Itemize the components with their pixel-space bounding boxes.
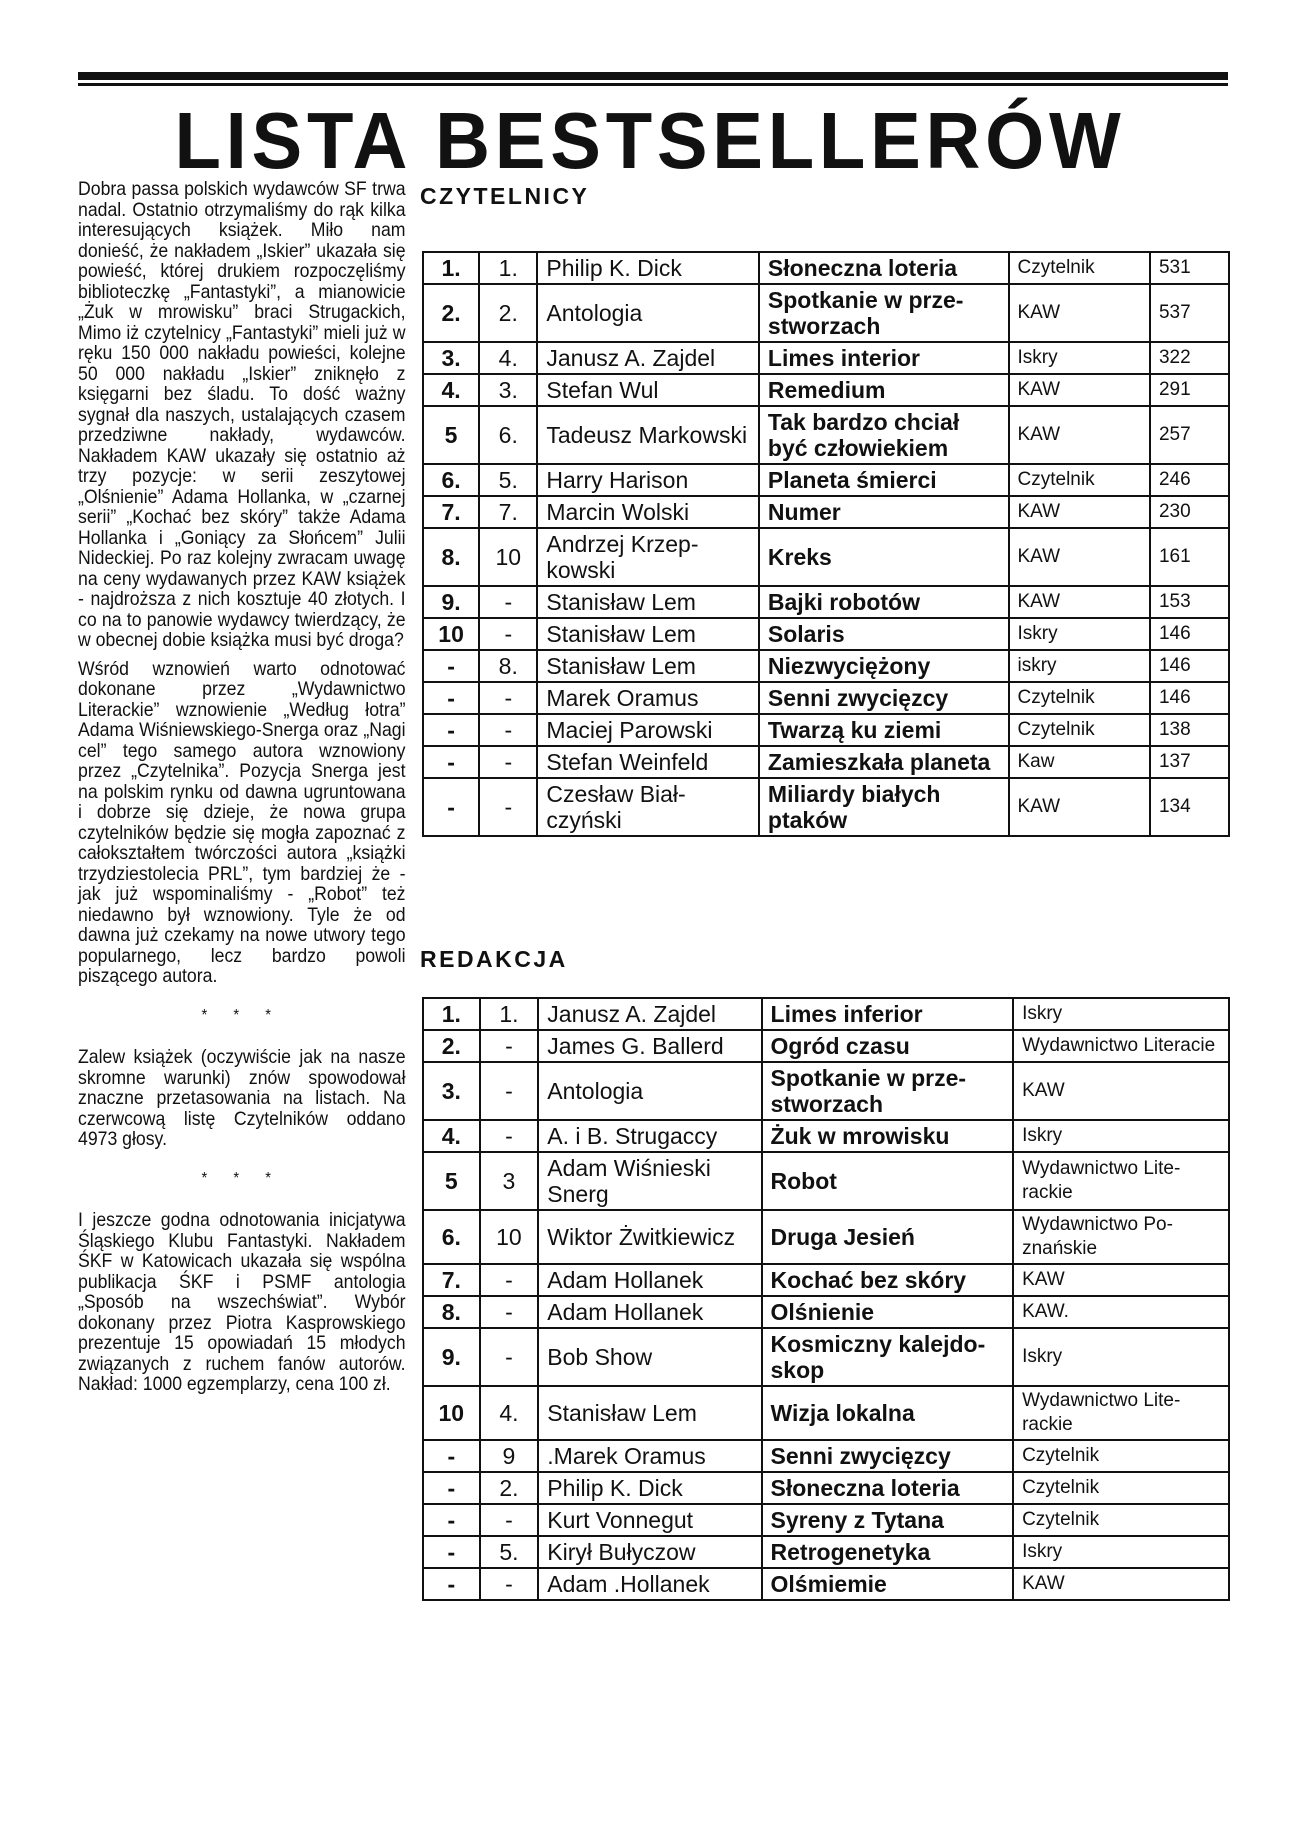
- title-cell: Druga Jesień: [762, 1210, 1014, 1264]
- author-cell: Antologia: [538, 1062, 761, 1120]
- author-cell: Maciej Parowski: [537, 714, 759, 746]
- table-row: [423, 1568, 1229, 1600]
- author-cell: Stanisław Lem: [538, 1386, 761, 1440]
- table-row: [423, 1152, 1229, 1210]
- title-cell: Numer: [759, 496, 1009, 528]
- previous-rank-cell: 10: [480, 1210, 539, 1264]
- votes-cell: 146: [1150, 618, 1229, 650]
- author-cell: Adam .Hollanek: [538, 1568, 761, 1600]
- table-row: [423, 342, 1229, 374]
- previous-rank-cell: -: [480, 1568, 539, 1600]
- rank-cell: 2.: [423, 284, 479, 342]
- rank-cell: -: [423, 714, 479, 746]
- rank-cell: -: [423, 1440, 480, 1472]
- votes-cell: 161: [1150, 528, 1229, 586]
- votes-cell: 138: [1150, 714, 1229, 746]
- table-row: [423, 252, 1229, 284]
- rank-cell: 9.: [423, 1328, 480, 1386]
- title-cell: Niezwyciężony: [759, 650, 1009, 682]
- table-row: [423, 1386, 1229, 1440]
- previous-rank-cell: -: [480, 1296, 539, 1328]
- votes-cell: 134: [1150, 778, 1229, 836]
- table-row: [423, 1504, 1229, 1536]
- author-cell: Adam Hollanek: [538, 1264, 761, 1296]
- author-cell: Stanisław Lem: [537, 618, 759, 650]
- author-cell: Harry Harison: [537, 464, 759, 496]
- table-row: [423, 374, 1229, 406]
- rank-cell: 2.: [423, 1030, 480, 1062]
- article-paragraph: Wśród wznowień warto odnotować dokonane przez „Wydawnictwo Literackie” wznowienie „Według łotra” Adama Wiśniewskiego-Snerga oraz „Nagi cel” tego samego autora wznowiony przez „Czytelnika”. Pozycja Snerga jest na polskim rynku od dawna ugruntowana i dobrze się dzieje, że nowa grupa czytelników będzie się mogła zapoznać z całokształtem twórczości autora „książki trzydziestolecia PRL”, tym bardziej że - jak już wspominaliśmy - „Robot” też niedawno był wznowiony. Tyle że od dawna już czekamy na nowe utwory tego popularnego, lecz bardzo powoli piszącego autora.: [78, 658, 406, 987]
- redakcja-heading: REDAKCJA: [420, 946, 568, 972]
- rank-cell: 4.: [423, 374, 479, 406]
- title-cell: Ogród czasu: [762, 1030, 1014, 1062]
- previous-rank-cell: 10: [479, 528, 537, 586]
- publisher-cell: Czytelnik: [1013, 1440, 1229, 1472]
- author-cell: Stanisław Lem: [537, 586, 759, 618]
- table-row: [423, 1296, 1229, 1328]
- publisher-cell: Wydawnictwo Literackie: [1013, 1386, 1229, 1440]
- votes-cell: 257: [1150, 406, 1229, 464]
- title-cell: Bajki robotów: [759, 586, 1009, 618]
- title-cell: Kochać bez skóry: [762, 1264, 1014, 1296]
- previous-rank-cell: 1.: [479, 252, 537, 284]
- title-cell: Limes inferior: [762, 998, 1014, 1030]
- table-row: [423, 1120, 1229, 1152]
- rank-cell: 3.: [423, 1062, 480, 1120]
- previous-rank-cell: 2.: [480, 1472, 539, 1504]
- author-cell: Adam Wiśnieski Snerg: [538, 1152, 761, 1210]
- publisher-cell: Iskry: [1013, 1120, 1229, 1152]
- article-column: [78, 180, 406, 1404]
- czytelnicy-heading: CZYTELNICY: [420, 183, 590, 209]
- rank-cell: -: [423, 1472, 480, 1504]
- section-separator: * * *: [201, 1169, 283, 1187]
- rank-cell: 5: [423, 406, 479, 464]
- previous-rank-cell: 9: [480, 1440, 539, 1472]
- publisher-cell: KAW: [1009, 586, 1150, 618]
- author-cell: Stanisław Lem: [537, 650, 759, 682]
- previous-rank-cell: 1.: [480, 998, 539, 1030]
- table-row: [423, 778, 1229, 836]
- author-cell: Czesław Białczyński: [537, 778, 759, 836]
- title-cell: Tak bardzo chciał być człowiekiem: [759, 406, 1009, 464]
- previous-rank-cell: 7.: [479, 496, 537, 528]
- rank-cell: -: [423, 746, 479, 778]
- previous-rank-cell: -: [479, 714, 537, 746]
- previous-rank-cell: 3.: [479, 374, 537, 406]
- previous-rank-cell: -: [479, 778, 537, 836]
- header-rule-thin: [78, 83, 1228, 86]
- title-cell: Zamieszkała planeta: [759, 746, 1009, 778]
- votes-cell: 137: [1150, 746, 1229, 778]
- author-cell: Stefan Wul: [537, 374, 759, 406]
- title-cell: Kosmiczny kalejdoskop: [762, 1328, 1014, 1386]
- table-row: [423, 1472, 1229, 1504]
- author-cell: A. i B. Strugaccy: [538, 1120, 761, 1152]
- table-row: [423, 1062, 1229, 1120]
- table-row: [423, 284, 1229, 342]
- table-row: [423, 714, 1229, 746]
- author-cell: Philip K. Dick: [538, 1472, 761, 1504]
- table-row: [423, 1440, 1229, 1472]
- title-cell: Kreks: [759, 528, 1009, 586]
- article-paragraph: Dobra passa polskich wydawców SF trwa nadal. Ostatnio otrzymaliśmy do rąk kilka interesujących książek. Miło nam donieść, że nakładem „Iskier” ukazała się powieść, której drukiem rozpoczęliśmy biblioteczkę „Fantastyki”, a mianowicie „Żuk w mrowisku” braci Strugackich, Mimo iż czytelnicy „Fantastyki” mieli już w ręku 150 000 nakładu powieści, kolejne 50 000 nakładu „Iskier” zniknęło z księgarni bez śladu. To dość ważny sygnał dla naszych, ustalających czasem przedziwne nakłady, wydawców. Nakładem KAW ukazały się ostatnio aż trzy pozycje: w serii zeszytowej „Olśnienie” Adama Hollanka, w „czarnej serii” „Kochać bez skóry” także Adama Hollanka i „Goniący za Słońcem” Julii Nideckiej. Po raz kolejny zwracam uwagę na ceny wydawanych przez KAW książek - najdroższa z nich kosztuje 40 złotych. I co na to panowie wydawcy twierdzący, że w obecnej dobie książka musi być droga?: [78, 179, 406, 651]
- title-cell: Miliardy białych ptaków: [759, 778, 1009, 836]
- rank-cell: 7.: [423, 1264, 480, 1296]
- author-cell: Wiktor Żwitkiewicz: [538, 1210, 761, 1264]
- previous-rank-cell: -: [479, 586, 537, 618]
- previous-rank-cell: -: [480, 1264, 539, 1296]
- author-cell: Bob Show: [538, 1328, 761, 1386]
- article-paragraph: Zalew książek (oczywiście jak na nasze skromne warunki) znów spowodował znaczne przetasowania na listach. Na czerwcową listę Czytelników oddano 4973 głosy.: [78, 1047, 406, 1150]
- votes-cell: 537: [1150, 284, 1229, 342]
- title-cell: Retrogenetyka: [762, 1536, 1014, 1568]
- table-row: [423, 746, 1229, 778]
- table-row: [423, 618, 1229, 650]
- publisher-cell: Czytelnik: [1009, 252, 1150, 284]
- votes-cell: 246: [1150, 464, 1229, 496]
- title-cell: Senni zwycięzcy: [759, 682, 1009, 714]
- votes-cell: 291: [1150, 374, 1229, 406]
- publisher-cell: Kaw: [1009, 746, 1150, 778]
- rank-cell: 1.: [423, 252, 479, 284]
- table-row: [423, 1328, 1229, 1386]
- publisher-cell: Wydawnictwo Poznańskie: [1013, 1210, 1229, 1264]
- author-cell: Philip K. Dick: [537, 252, 759, 284]
- table-row: [423, 406, 1229, 464]
- table-row: [423, 496, 1229, 528]
- title-cell: Solaris: [759, 618, 1009, 650]
- publisher-cell: Iskry: [1013, 1536, 1229, 1568]
- previous-rank-cell: 4.: [479, 342, 537, 374]
- publisher-cell: KAW: [1009, 778, 1150, 836]
- rank-cell: 4.: [423, 1120, 480, 1152]
- publisher-cell: iskry: [1009, 650, 1150, 682]
- previous-rank-cell: 3: [480, 1152, 539, 1210]
- rank-cell: -: [423, 682, 479, 714]
- title-cell: Wizja lokalna: [762, 1386, 1014, 1440]
- previous-rank-cell: -: [480, 1504, 539, 1536]
- rank-cell: 6.: [423, 464, 479, 496]
- table-row: [423, 1030, 1229, 1062]
- page-title: LISTA BESTSELLERÓW: [174, 96, 1126, 185]
- table-row: [423, 1536, 1229, 1568]
- previous-rank-cell: 8.: [479, 650, 537, 682]
- publisher-cell: Czytelnik: [1009, 682, 1150, 714]
- author-cell: Janusz A. Zajdel: [537, 342, 759, 374]
- author-cell: Marek Oramus: [537, 682, 759, 714]
- title-cell: Remedium: [759, 374, 1009, 406]
- rank-cell: 7.: [423, 496, 479, 528]
- publisher-cell: KAW: [1013, 1264, 1229, 1296]
- title-cell: Olśnienie: [762, 1296, 1014, 1328]
- title-cell: Słoneczna loteria: [762, 1472, 1014, 1504]
- previous-rank-cell: 2.: [479, 284, 537, 342]
- rank-cell: 8.: [423, 1296, 480, 1328]
- publisher-cell: KAW: [1009, 406, 1150, 464]
- publisher-cell: KAW: [1009, 496, 1150, 528]
- previous-rank-cell: 4.: [480, 1386, 539, 1440]
- publisher-cell: Czytelnik: [1013, 1472, 1229, 1504]
- publisher-cell: Czytelnik: [1009, 464, 1150, 496]
- publisher-cell: Iskry: [1013, 998, 1229, 1030]
- publisher-cell: KAW.: [1013, 1296, 1229, 1328]
- publisher-cell: Iskry: [1009, 342, 1150, 374]
- author-cell: Tadeusz Markowski: [537, 406, 759, 464]
- rank-cell: -: [423, 1504, 480, 1536]
- votes-cell: 146: [1150, 650, 1229, 682]
- rank-cell: -: [423, 778, 479, 836]
- votes-cell: 531: [1150, 252, 1229, 284]
- previous-rank-cell: -: [480, 1328, 539, 1386]
- votes-cell: 153: [1150, 586, 1229, 618]
- publisher-cell: KAW: [1009, 374, 1150, 406]
- rank-cell: -: [423, 1568, 480, 1600]
- table-row: [423, 1264, 1229, 1296]
- publisher-cell: Iskry: [1013, 1328, 1229, 1386]
- article-paragraph: I jeszcze godna odnotowania inicjatywa Śląskiego Klubu Fantastyki. Nakładem ŚKF w Katowicach ukazała się wspólna publikacja ŚKF i PSMF antologia „Sposób na wszechświat”. Wybór dokonany przez Piotra Kasprowskiego prezentuje 15 opowiadań 15 młodych związanych z ruchem fanów autorów. Nakład: 1000 egzemplarzy, cena 100 zł.: [78, 1210, 406, 1395]
- publisher-cell: Czytelnik: [1013, 1504, 1229, 1536]
- table-row: [423, 1210, 1229, 1264]
- table-row: [423, 464, 1229, 496]
- previous-rank-cell: -: [480, 1120, 539, 1152]
- title-cell: Twarzą ku ziemi: [759, 714, 1009, 746]
- author-cell: .Marek Oramus: [538, 1440, 761, 1472]
- title-cell: Planeta śmierci: [759, 464, 1009, 496]
- title-cell: Syreny z Tytana: [762, 1504, 1014, 1536]
- author-cell: Andrzej Krzepkowski: [537, 528, 759, 586]
- title-cell: Spotkanie w przestworzach: [759, 284, 1009, 342]
- rank-cell: 1.: [423, 998, 480, 1030]
- author-cell: Kirył Bułyczow: [538, 1536, 761, 1568]
- rank-cell: -: [423, 650, 479, 682]
- publisher-cell: Czytelnik: [1009, 714, 1150, 746]
- title-cell: Olśmiemie: [762, 1568, 1014, 1600]
- author-cell: James G. Ballerd: [538, 1030, 761, 1062]
- table-row: [423, 682, 1229, 714]
- author-cell: Kurt Vonnegut: [538, 1504, 761, 1536]
- title-cell: Limes interior: [759, 342, 1009, 374]
- votes-cell: 146: [1150, 682, 1229, 714]
- publisher-cell: KAW: [1009, 284, 1150, 342]
- previous-rank-cell: 5.: [480, 1536, 539, 1568]
- title-cell: Senni zwycięzcy: [762, 1440, 1014, 1472]
- header-rule-thick: [78, 72, 1228, 80]
- previous-rank-cell: -: [480, 1030, 539, 1062]
- table-row: [423, 528, 1229, 586]
- previous-rank-cell: -: [479, 746, 537, 778]
- rank-cell: 8.: [423, 528, 479, 586]
- czytelnicy-table: [422, 251, 1230, 837]
- title-cell: Żuk w mrowisku: [762, 1120, 1014, 1152]
- rank-cell: 10: [423, 618, 479, 650]
- previous-rank-cell: -: [480, 1062, 539, 1120]
- publisher-cell: Wydawnictwo Literacie: [1013, 1030, 1229, 1062]
- title-cell: Spotkanie w przestworzach: [762, 1062, 1014, 1120]
- publisher-cell: Wydawnictwo Literackie: [1013, 1152, 1229, 1210]
- table-row: [423, 998, 1229, 1030]
- redakcja-table: [422, 997, 1230, 1601]
- rank-cell: -: [423, 1536, 480, 1568]
- author-cell: Janusz A. Zajdel: [538, 998, 761, 1030]
- votes-cell: 322: [1150, 342, 1229, 374]
- author-cell: Stefan Weinfeld: [537, 746, 759, 778]
- author-cell: Antologia: [537, 284, 759, 342]
- section-separator: * * *: [201, 1006, 283, 1024]
- table-row: [423, 650, 1229, 682]
- publisher-cell: KAW: [1013, 1568, 1229, 1600]
- table-row: [423, 586, 1229, 618]
- votes-cell: 230: [1150, 496, 1229, 528]
- publisher-cell: KAW: [1009, 528, 1150, 586]
- publisher-cell: Iskry: [1009, 618, 1150, 650]
- previous-rank-cell: 6.: [479, 406, 537, 464]
- rank-cell: 5: [423, 1152, 480, 1210]
- publisher-cell: KAW: [1013, 1062, 1229, 1120]
- title-cell: Robot: [762, 1152, 1014, 1210]
- title-cell: Słoneczna loteria: [759, 252, 1009, 284]
- rank-cell: 3.: [423, 342, 479, 374]
- rank-cell: 10: [423, 1386, 480, 1440]
- previous-rank-cell: 5.: [479, 464, 537, 496]
- author-cell: Adam Hollanek: [538, 1296, 761, 1328]
- previous-rank-cell: -: [479, 682, 537, 714]
- author-cell: Marcin Wolski: [537, 496, 759, 528]
- previous-rank-cell: -: [479, 618, 537, 650]
- rank-cell: 9.: [423, 586, 479, 618]
- rank-cell: 6.: [423, 1210, 480, 1264]
